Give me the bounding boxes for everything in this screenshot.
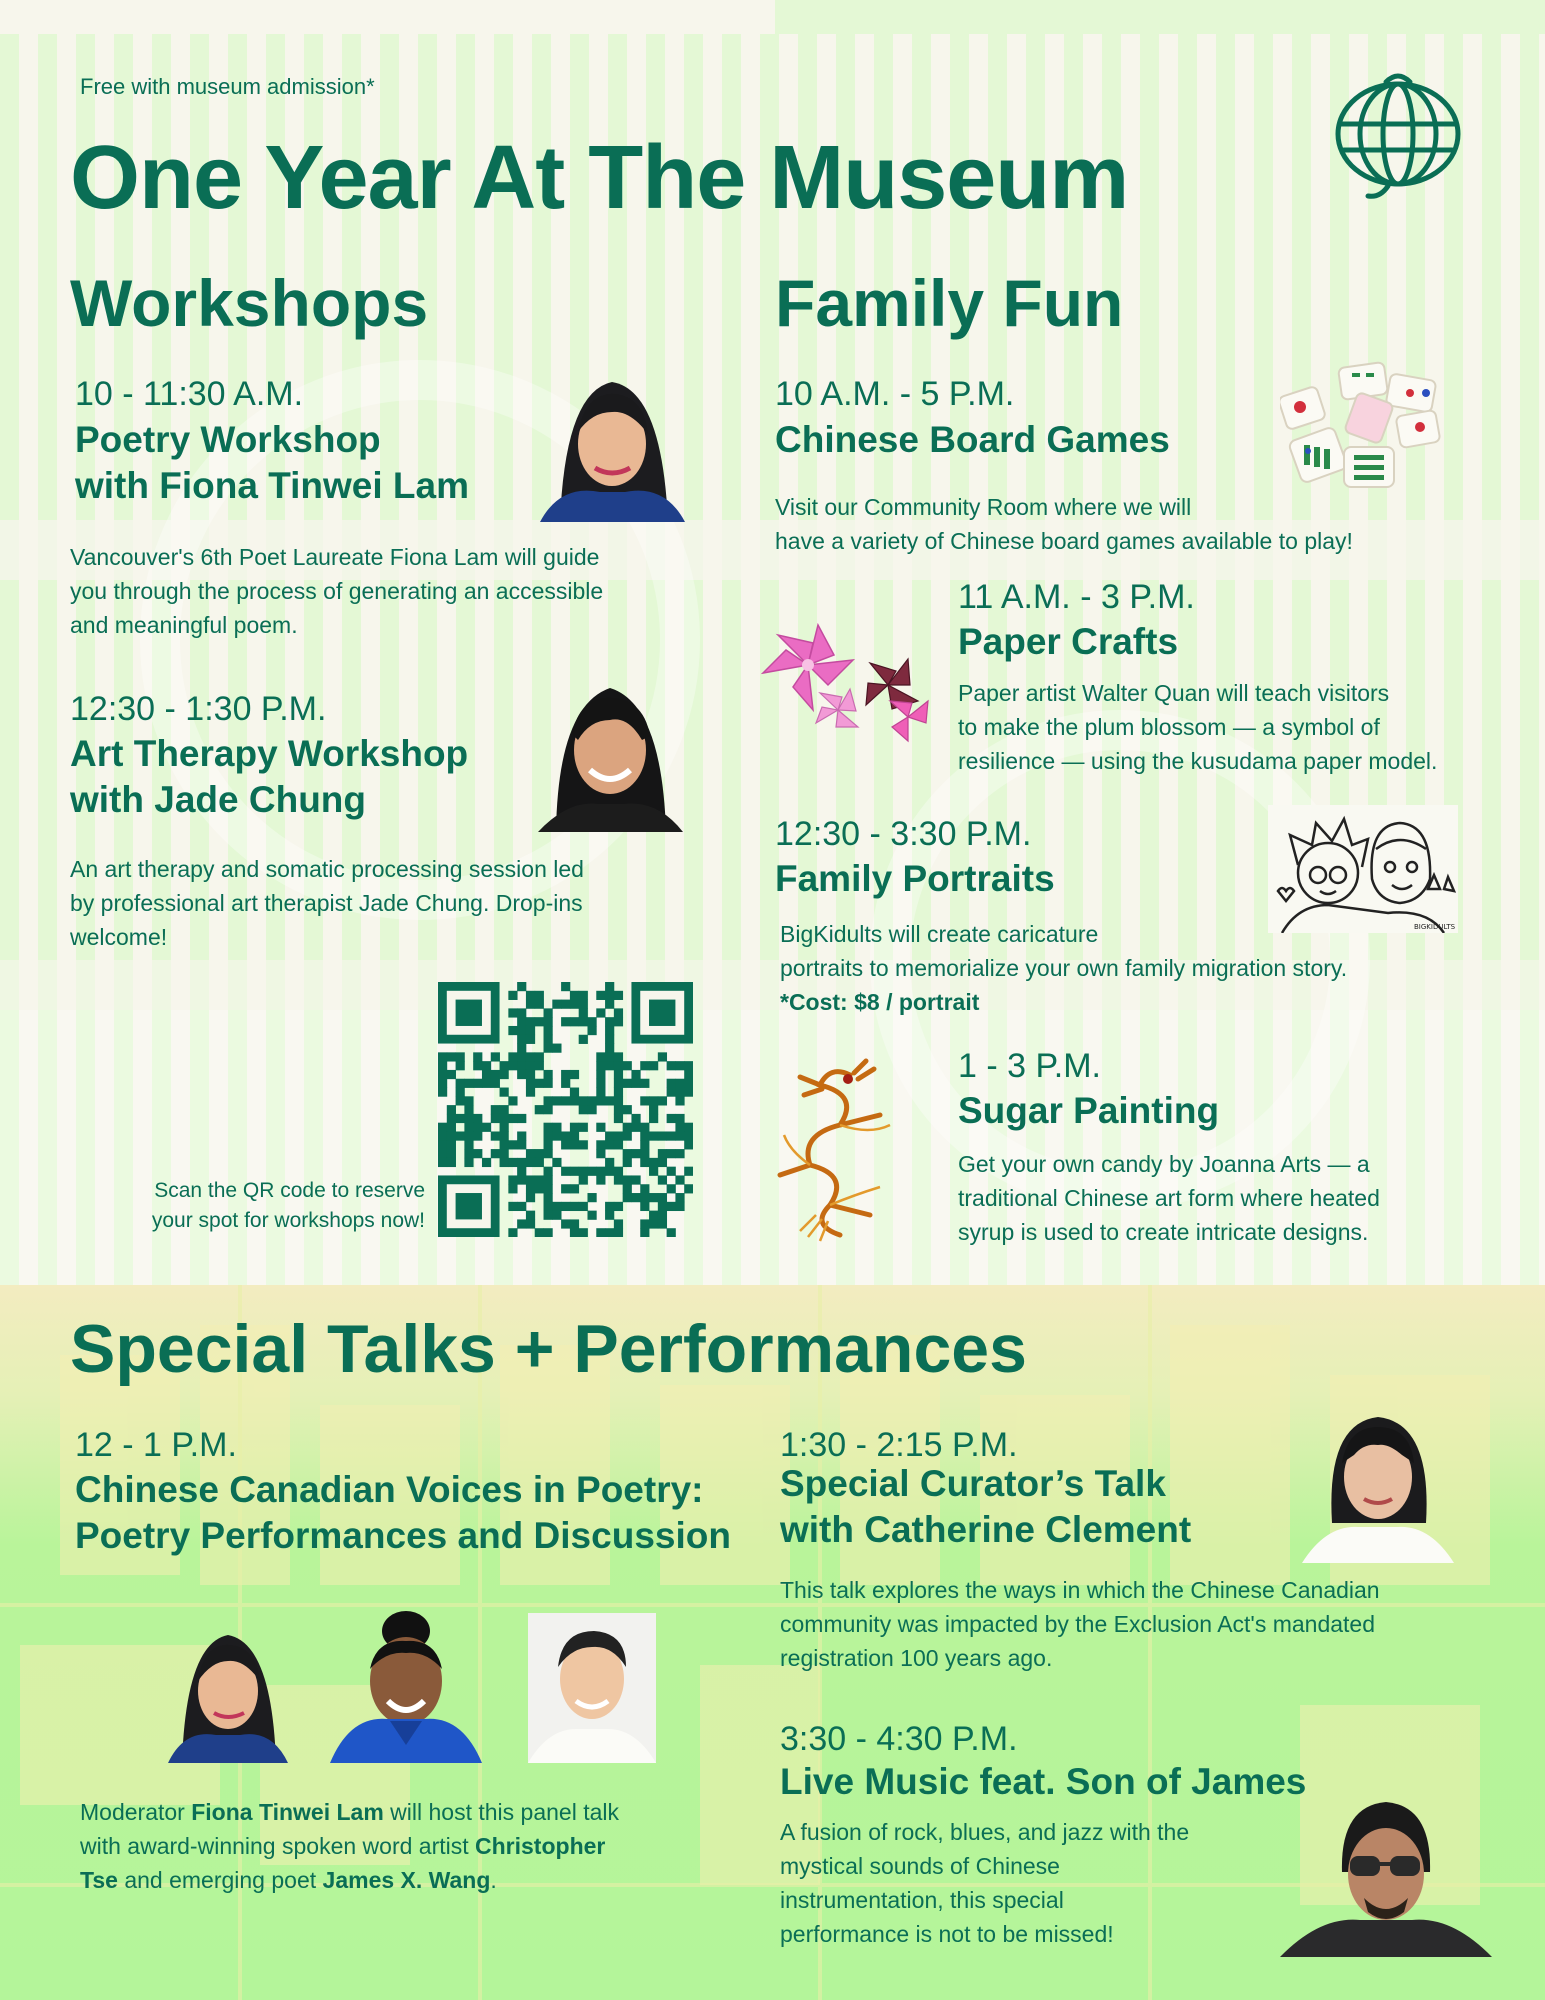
- event-description: Visit our Community Room where we will have a variety of Chinese board games available to play!: [775, 494, 1353, 554]
- special-talks-heading: Special Talks + Performances: [70, 1311, 1027, 1387]
- portrait-cost: *Cost: $8 / portrait: [780, 989, 980, 1015]
- lantern-globe-icon: [1328, 62, 1468, 202]
- caricature-drawing-image: [1268, 805, 1458, 933]
- family-fun-heading: Family Fun: [775, 266, 1124, 340]
- event-time: 10 A.M. - 5 P.M.: [775, 375, 1015, 413]
- page-title: One Year At The Museum: [70, 128, 1129, 228]
- mahjong-tiles-image: [1280, 355, 1455, 495]
- jade-chung-photo: [528, 676, 693, 832]
- artist-name: Christopher: [475, 1833, 606, 1859]
- qr-caption: Scan the QR code to reserve your spot for workshops now!: [151, 1179, 425, 1232]
- event-description: Get your own candy by Joanna Arts — a traditional Chinese art form where heated syrup is used to create intricate designs.: [958, 1151, 1380, 1245]
- event-title: with Fiona Tinwei Lam: [75, 465, 470, 506]
- event-time: 12:30 - 1:30 P.M.: [70, 690, 327, 728]
- fiona-lam-photo: [540, 372, 685, 522]
- event-description: A fusion of rock, blues, and jazz with the mystical sounds of Chinese instrumentation, this special performance is not to be missed!: [780, 1819, 1190, 1947]
- event-time: 3:30 - 4:30 P.M.: [780, 1720, 1018, 1758]
- event-title: Art Therapy Workshop: [70, 733, 469, 774]
- event-time: 11 A.M. - 3 P.M.: [958, 578, 1195, 616]
- christopher-tse-photo: [330, 1605, 482, 1763]
- event-time: 1 - 3 P.M.: [958, 1047, 1101, 1085]
- poet-name: James X. Wang: [322, 1867, 491, 1893]
- event-description: Moderator Fiona Tinwei Lam will host this panel talk with award-winning spoken word artist Christopher Tse and emerging poet James X. Wang.: [80, 1799, 619, 1893]
- event-time: 12:30 - 3:30 P.M.: [775, 815, 1032, 853]
- admission-note: Free with museum admission*: [80, 74, 375, 99]
- event-title: Chinese Canadian Voices in Poetry:: [75, 1469, 704, 1510]
- event-time: 10 - 11:30 A.M.: [75, 375, 304, 413]
- event-time: 12 - 1 P.M.: [75, 1426, 237, 1464]
- event-description: An art therapy and somatic processing session led by professional art therapist Jade Chung. Drop-ins welcome!: [70, 856, 584, 950]
- event-title: with Jade Chung: [70, 779, 366, 820]
- event-title: Special Curator’s Talk: [780, 1463, 1166, 1504]
- event-title: Poetry Workshop: [75, 419, 381, 460]
- fiona-lam-panel-photo: [168, 1625, 288, 1763]
- sugar-dragon-image: [770, 1055, 920, 1245]
- qr-code-icon[interactable]: [438, 982, 693, 1237]
- event-title: Live Music feat. Son of James: [780, 1761, 1307, 1802]
- event-title: Poetry Performances and Discussion: [75, 1515, 731, 1556]
- event-description: BigKidults will create caricature portraits to memorialize your own family migration story. *Cost: $8 / portrait: [780, 917, 1347, 1019]
- event-title: Family Portraits: [775, 858, 1055, 899]
- bigkidults-signature: BIGKIDULTS: [1414, 923, 1456, 931]
- event-title: with Catherine Clement: [780, 1509, 1192, 1550]
- catherine-clement-photo: [1302, 1403, 1454, 1563]
- workshops-heading: Workshops: [70, 266, 429, 340]
- artist-name-cont: Tse: [80, 1867, 118, 1893]
- event-title: Chinese Board Games: [775, 419, 1170, 460]
- event-time: 1:30 - 2:15 P.M.: [780, 1426, 1018, 1464]
- james-wang-photo: [528, 1613, 656, 1763]
- event-title: Paper Crafts: [958, 621, 1179, 662]
- event-title: Sugar Painting: [958, 1090, 1220, 1131]
- event-description: Paper artist Walter Quan will teach visitors to make the plum blossom — a symbol of resilience — using the kusudama paper model.: [958, 680, 1438, 774]
- moderator-name: Fiona Tinwei Lam: [191, 1799, 384, 1825]
- son-of-james-photo: [1280, 1792, 1492, 1957]
- event-description: Vancouver's 6th Poet Laureate Fiona Lam will guide you through the process of generating an accessible and meaningful poem.: [70, 544, 604, 638]
- paper-flowers-image: [758, 615, 943, 745]
- event-description: This talk explores the ways in which the Chinese Canadian community was impacted by the Exclusion Act's mandated registration 100 years ago.: [780, 1577, 1380, 1671]
